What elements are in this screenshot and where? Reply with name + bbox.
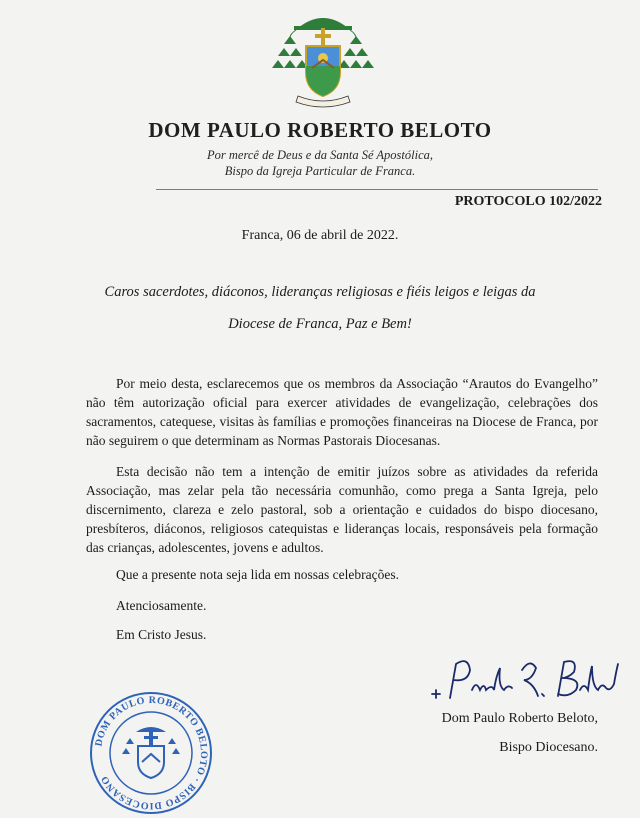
greeting-line-2: Diocese de Franca, Paz e Bem! <box>228 316 412 332</box>
handwritten-signature <box>420 650 630 710</box>
closing-blessing: Em Cristo Jesus. <box>116 627 207 642</box>
episcopal-seal-stamp <box>86 688 216 818</box>
subtitle-line-2: Bispo da Igreja Particular de Franca. <box>224 164 416 178</box>
body-paragraph-1: Por meio desta, esclarecemos que os membros da Associação “Arautos do Evangelho” não têm autorização oficial para exercer atividades de evangelização, celebrações dos sacramentos, catequese, visitas às famílias e promoções financeiras na Diocese de Franca, por não seguirem o que determinam as Normas Pastorais Diocesanas. <box>86 376 598 448</box>
body-paragraph-2: Esta decisão não tem a intenção de emitir juízos sobre as atividades da referida Associação, mas zelar pela tão necessária comunhão, como prega a Santa Igreja, pelo discernimento, clareza e zelo pastoral, sob a orientação e cuidados do bispo diocesano, presbíteros, diáconos, religiosos catequistas e lideranças locais, responsáveis pela formação das crianças, adolescentes, jovens e adultos. <box>86 464 598 555</box>
protocol-number: PROTOCOLO 102/2022 <box>454 194 602 209</box>
signatory-title: Bispo Diocesano. <box>499 740 598 755</box>
header-divider <box>156 189 598 190</box>
episcopal-coat-of-arms <box>268 6 378 110</box>
bishop-name-heading: DOM PAULO ROBERTO BELOTO <box>148 118 492 142</box>
subtitle-line-1: Por mercê de Deus e da Santa Sé Apostólica, <box>207 148 433 162</box>
greeting-line-1: Caros sacerdotes, diáconos, lideranças religiosas e fiéis leigos e leigas da <box>104 284 536 300</box>
signatory-name: Dom Paulo Roberto Beloto, <box>441 711 598 726</box>
closing-salutation: Atenciosamente. <box>116 598 207 613</box>
reading-instruction: Que a presente nota seja lida em nossas celebrações. <box>116 567 400 582</box>
dateline: Franca, 06 de abril de 2022. <box>241 228 399 243</box>
svg-text:DOM PAULO ROBERTO BELOTO · BIS: DOM PAULO ROBERTO BELOTO · BISPO DIOCESANO <box>93 694 210 812</box>
